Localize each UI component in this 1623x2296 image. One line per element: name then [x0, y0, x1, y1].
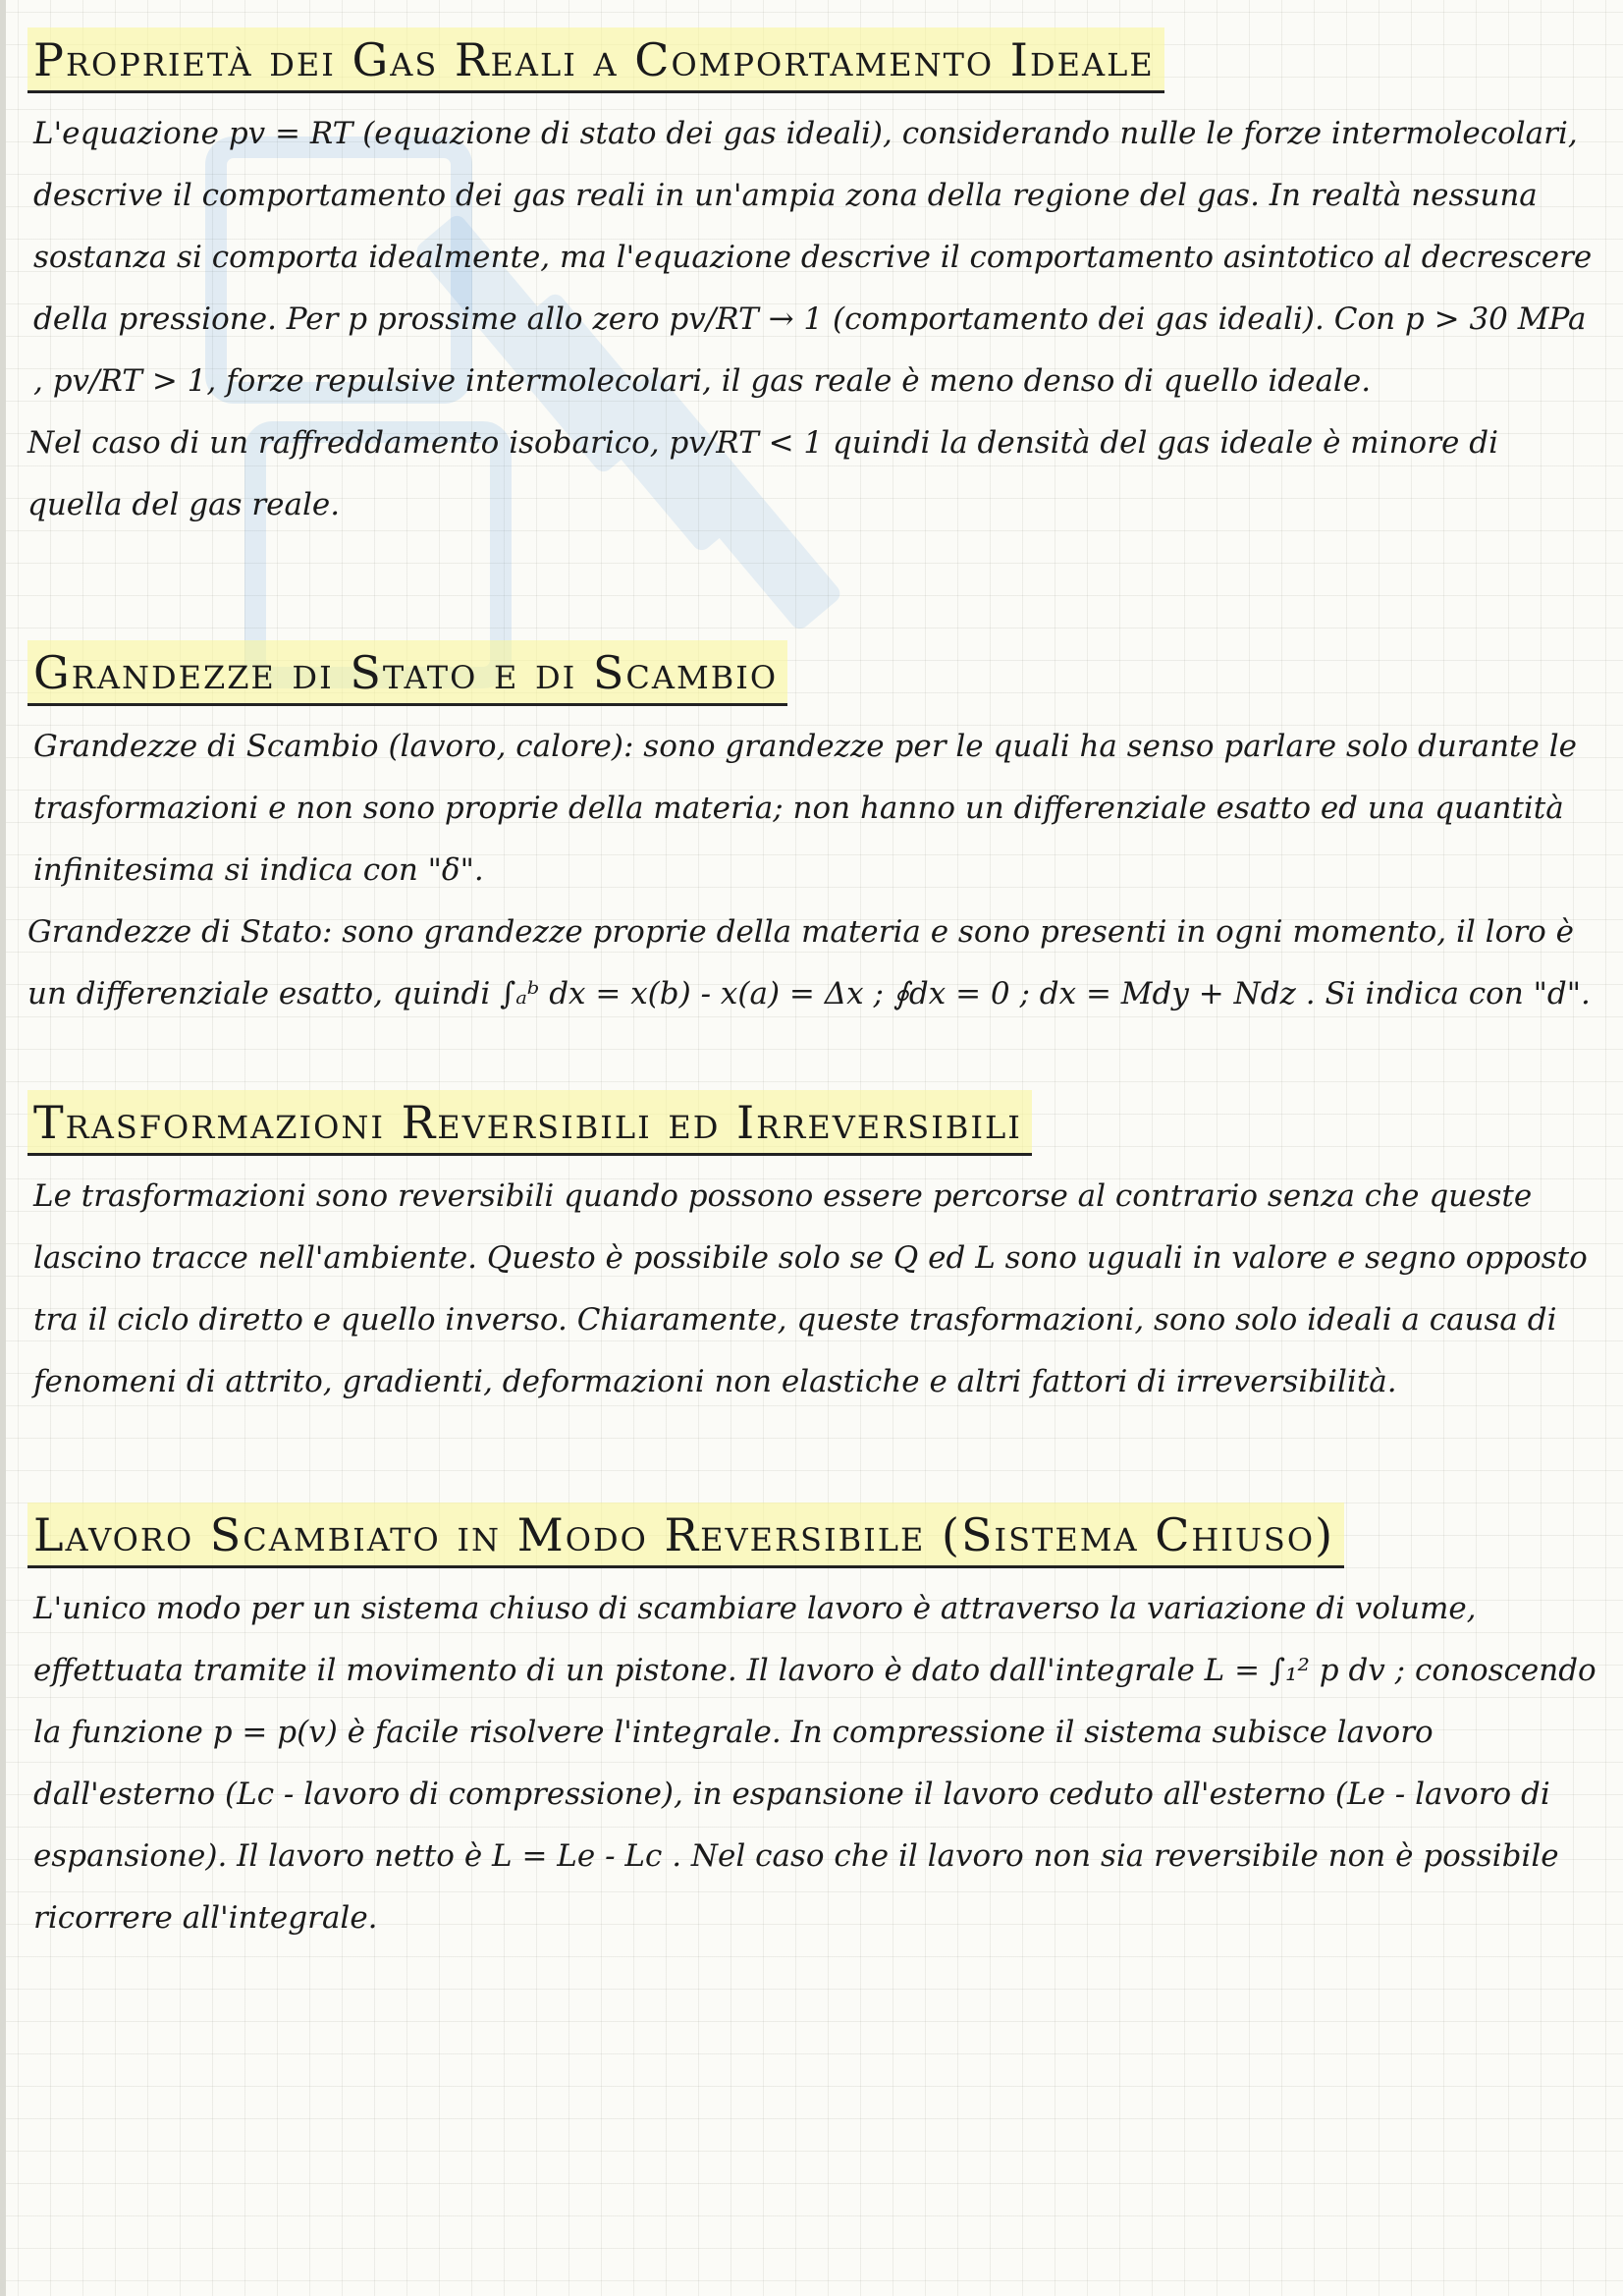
paragraph: Grandezze di Scambio (lavoro, calore): sono grandezze per le quali ha senso parlare solo durante le trasformazioni e non sono proprie della materia; non hanno un differenziale esatto ed una quantità infinitesima si indica con "δ".	[33, 729, 1577, 888]
section-gas-reali	[27, 27, 1598, 536]
section-heading: Trasformazioni Reversibili ed Irreversibili	[27, 1090, 1032, 1156]
paragraph: Nel caso di un raffreddamento isobarico, pv/RT < 1 quindi la densità del gas ideale è minore di quella del gas reale.	[27, 425, 1498, 522]
paragraph: L'equazione pv = RT (equazione di stato dei gas ideali), considerando nulle le forze intermolecolari, descrive il comportamento dei gas reali in un'ampia zona della regione del gas. In realtà nessuna sostanza si comporta idealmente, ma l'equazione descrive il comportamento asintotico al decrescere della pressione. Per p prossime allo zero pv/RT → 1 (comportamento dei gas ideali). Con p > 30 MPa , pv/RT > 1, forze repulsive intermolecolari, il gas reale è meno denso di quello ideale.	[33, 116, 1593, 399]
section-grandezze	[27, 640, 1598, 1025]
page-edge	[0, 0, 6, 2296]
paragraph: Grandezze di Stato: sono grandezze proprie della materia e sono presenti in ogni momento, il loro è un differenziale esatto, quindi ∫ₐᵇ dx = x(b) - x(a) = Δx ; ∮dx = 0 ; dx = Mdy + Ndz . Si indica con "d".	[27, 914, 1591, 1011]
paragraph: Le trasformazioni sono reversibili quando possono essere percorse al contrario senza che queste lascino tracce nell'ambiente. Questo è possibile solo se Q ed L sono uguali in valore e segno opposto tra il ciclo diretto e quello inverso. Chiaramente, queste trasformazioni, sono solo ideali a causa di fenomeni di attrito, gradienti, deformazioni non elastiche e altri fattori di irreversibilità.	[33, 1178, 1588, 1399]
section-heading: Grandezze di Stato e di Scambio	[27, 640, 787, 706]
section-heading: Proprietà dei Gas Reali a Comportamento Ideale	[27, 27, 1164, 93]
section-trasformazioni	[27, 1090, 1598, 1413]
section-heading: Lavoro Scambiato in Modo Reversibile (Sistema Chiuso)	[27, 1503, 1344, 1568]
paragraph: L'unico modo per un sistema chiuso di scambiare lavoro è attraverso la variazione di volume, effettuata tramite il movimento di un pistone. Il lavoro è dato dall'integrale L = ∫₁² p dv ; conoscendo la funzione p = p(v) è facile risolvere l'integrale. In compressione il sistema subisce lavoro dall'esterno (Lc - lavoro di compressione), in espansione il lavoro ceduto all'esterno (Le - lavoro di espansione). Il lavoro netto è L = Le - Lc . Nel caso che il lavoro non sia reversibile non è possibile ricorrere all'integrale.	[33, 1591, 1596, 1936]
section-lavoro	[27, 1503, 1598, 1949]
